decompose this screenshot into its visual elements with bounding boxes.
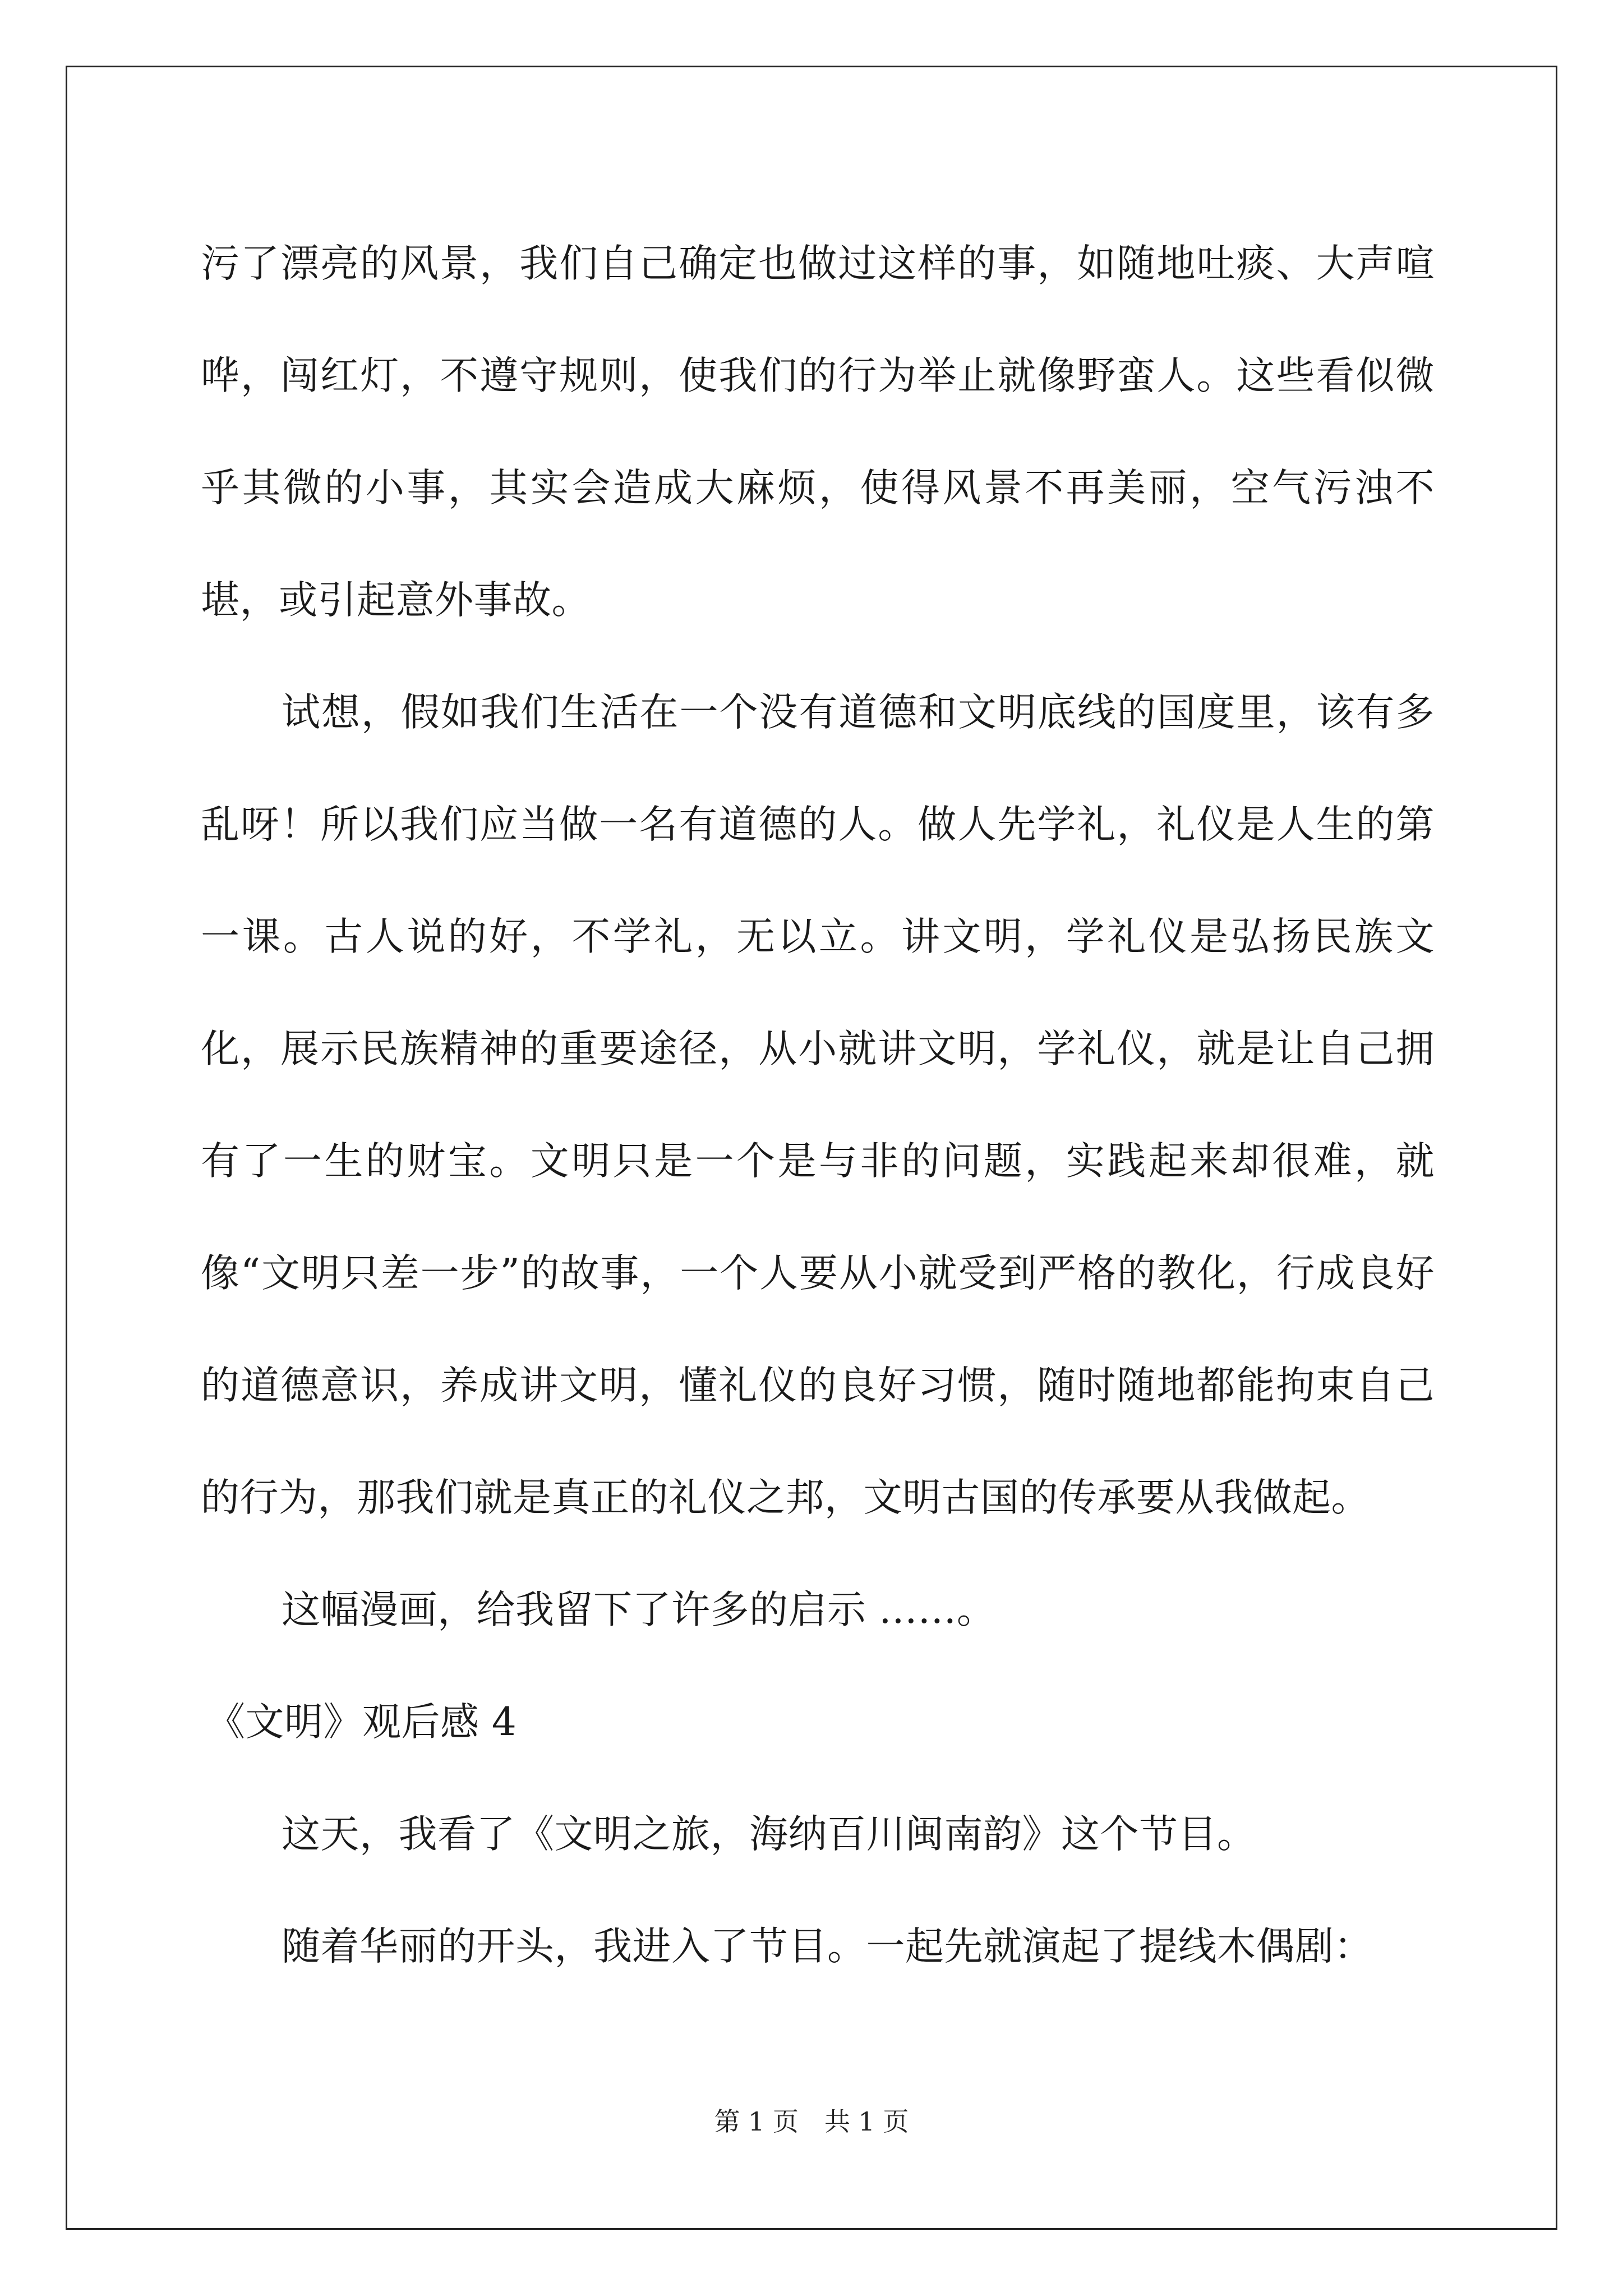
paragraph-3: 这幅漫画，给我留下了许多的启示 ……。 <box>282 1588 996 1632</box>
paragraph-4: 这天，我看了《文明之旅，海纳百川闽南韵》这个节目。 <box>282 1812 1256 1857</box>
page-number: 第 1 页 共 1 页 <box>714 2106 909 2137</box>
document-body <box>201 208 1435 2003</box>
paragraph-2: 试想，假如我们生活在一个没有道德和文明底线的国度里，该有多乱呀！所以我们应当做一名有道德的人。做人先学礼，礼仪是人生的第一课。古人说的好，不学礼，无以立。讲文明，学礼仪是弘扬民族文化，展示民族精神的重要途径，从小就讲文明，学礼仪，就是让自己拥有了一生的财宝。文明只是一个是与非的问题，实践起来却很难，就像“文明只差一步”的故事，一个人要从小就受到严格的教化，行成良好的道德意识，养成讲文明，懂礼仪的良好习惯，随时随地都能拘束自己的行为，那我们就是真正的礼仪之邦，文明古国的传承要从我做起。 <box>201 690 1435 1520</box>
section-heading: 《文明》观后感 4 <box>206 1700 517 1745</box>
paragraph-1: 污了漂亮的风景，我们自己确定也做过这样的事，如随地吐痰、大声喧哗，闯红灯，不遵守规则，使我们的行为举止就像野蛮人。这些看似微乎其微的小事，其实会造成大麻烦，使得风景不再美丽，空气污浊不堪，或引起意外事故。 <box>201 241 1435 623</box>
paragraph-5: 随着华丽的开头，我进入了节目。一起先就演起了提线木偶剧： <box>282 1924 1373 1969</box>
page-footer <box>0 2101 1623 2138</box>
